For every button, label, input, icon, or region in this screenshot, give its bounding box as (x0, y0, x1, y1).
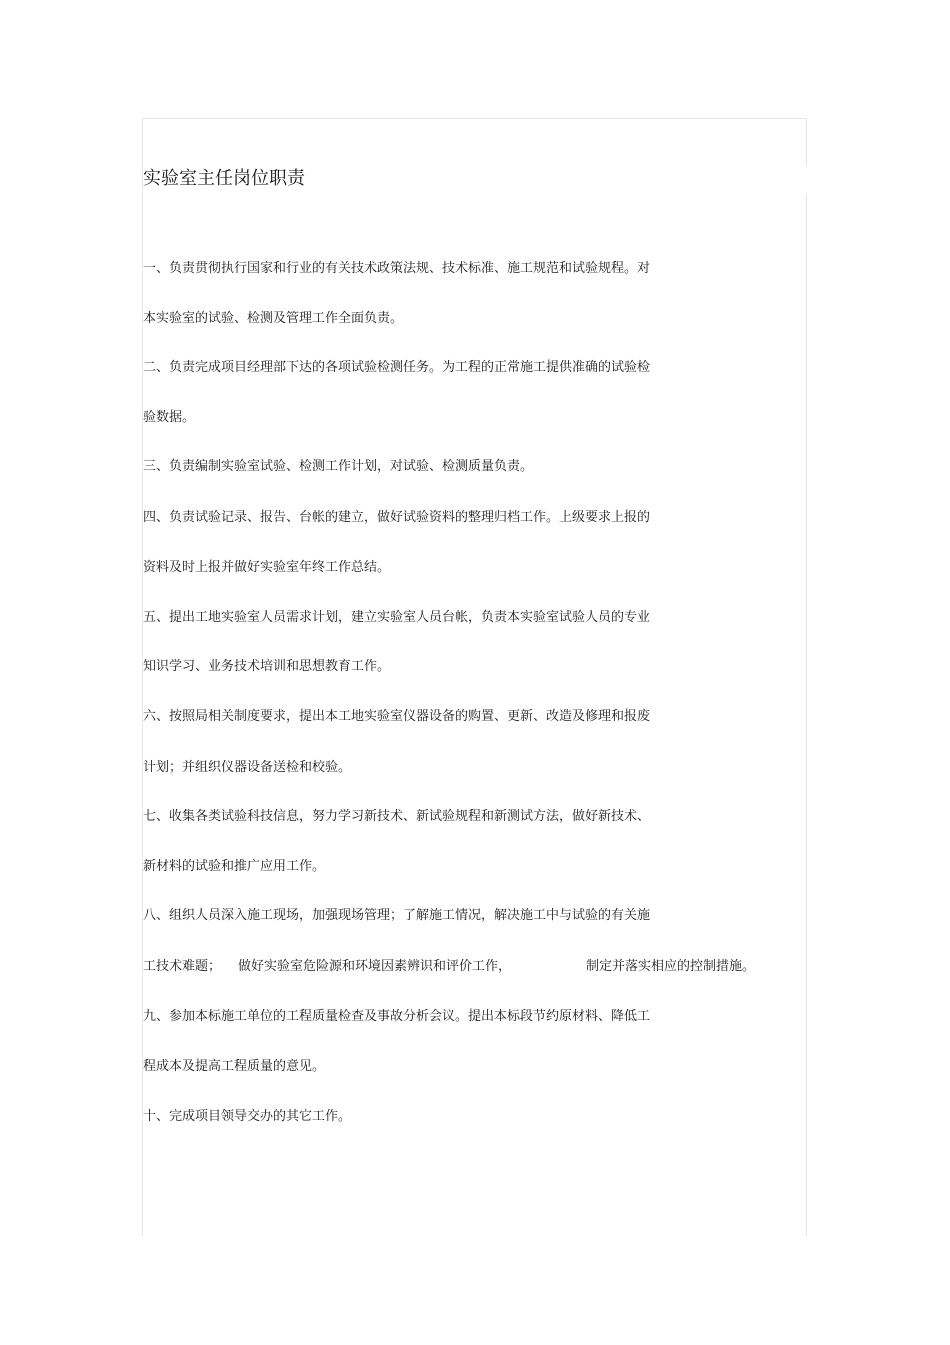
document-title: 实验室主任岗位职责 (143, 168, 305, 189)
paragraph-10-line-1: 十、完成项目领导交办的其它工作。 (143, 1109, 352, 1124)
paragraph-7-line-1: 七、收集各类试验科技信息，努力学习新技术、新试验规程和新测试方法，做好新技术、 (143, 809, 651, 824)
paragraph-9-line-1: 九、参加本标施工单位的工程质量检查及事故分析会议。提出本标段节约原材料、降低工 (143, 1009, 651, 1024)
paragraph-8-line-2-part-3: 制定并落实相应的控制措施。 (586, 959, 756, 974)
paragraph-8-line-1: 八、组织人员深入施工现场，加强现场管理；了解施工情况，解决施工中与试验的有关施 (143, 908, 651, 923)
page-border-right-lower (806, 194, 807, 1236)
page-border-right-upper (806, 118, 807, 166)
paragraph-8-line-2-part-1: 工技术难题； (143, 959, 222, 974)
paragraph-8-line-2-part-2: 做好实验室危险源和环境因素辨识和评价工作， (238, 959, 512, 974)
paragraph-9-line-2: 程成本及提高工程质量的意见。 (143, 1059, 326, 1074)
paragraph-6-line-2: 计划；并组织仪器设备送检和校验。 (143, 760, 352, 775)
paragraph-8-line-2 (143, 958, 783, 976)
paragraph-7-line-2: 新材料的试验和推广应用工作。 (143, 859, 326, 874)
paragraph-2-line-2: 验数据。 (143, 410, 196, 425)
paragraph-5-line-1: 五、提出工地实验室人员需求计划，建立实验室人员台帐，负责本实验室试验人员的专业 (143, 610, 651, 625)
page-border-top (142, 118, 807, 119)
paragraph-4-line-2: 资料及时上报并做好实验室年终工作总结。 (143, 560, 391, 575)
paragraph-2-line-1: 二、负责完成项目经理部下达的各项试验检测任务。为工程的正常施工提供准确的试验检 (143, 360, 651, 375)
paragraph-4-line-1: 四、负责试验记录、报告、台帐的建立，做好试验资料的整理归档工作。上级要求上报的 (143, 510, 651, 525)
paragraph-1-line-1: 一、负责贯彻执行国家和行业的有关技术政策法规、技术标准、施工规范和试验规程。对 (143, 261, 651, 276)
paragraph-6-line-1: 六、按照局相关制度要求，提出本工地实验室仪器设备的购置、更新、改造及修理和报废 (143, 709, 651, 724)
paragraph-1-line-2: 本实验室的试验、检测及管理工作全面负责。 (143, 311, 404, 326)
paragraph-5-line-2: 知识学习、业务技术培训和思想教育工作。 (143, 659, 391, 674)
paragraph-3-line-1: 三、负责编制实验室试验、检测工作计划，对试验、检测质量负责。 (143, 459, 534, 474)
